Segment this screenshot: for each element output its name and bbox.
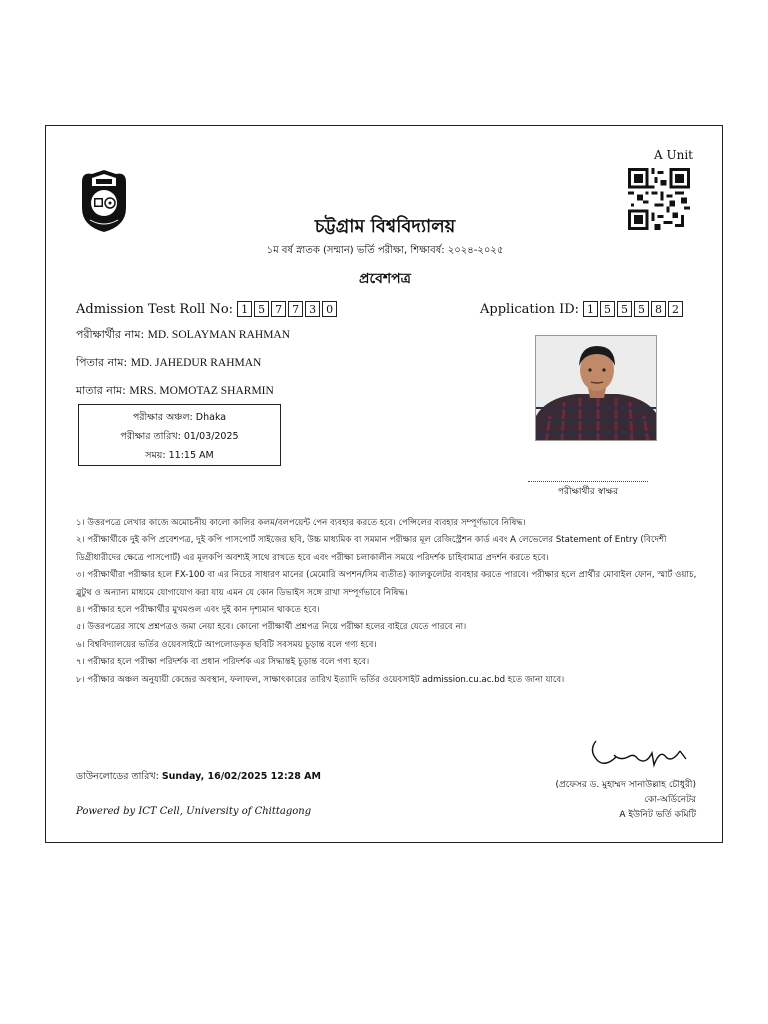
instruction-item: ৫। উত্তরপত্রের সাথে প্রশ্নপত্রও জমা নেয়া হবে। কোনো পরীক্ষার্থী প্রশ্নপত্র নিয়ে পরীক্ষা হলের বাইরে যেতে পারবে না। (76, 622, 467, 633)
instruction-item: ৭। পরীক্ষার হলে পরীক্ষা পরিদর্শক বা প্রধান পরিদর্শক এর সিদ্ধান্তই চূড়ান্ত বলে গণ্য হবে। (76, 657, 370, 668)
exam-zone: Dhaka (195, 412, 227, 423)
application-digit: 5 (617, 301, 632, 317)
application-digit: 5 (634, 301, 649, 317)
exam-title: ১ম বর্ষ স্নাতক (সম্মান) ভর্তি পরীক্ষা, শিক্ষাবর্ষ: ২০২৪-২০২৫ (266, 245, 504, 256)
father-name-label: পিতার নাম: (76, 356, 128, 369)
mother-name-field (76, 382, 274, 401)
portrait-icon (536, 336, 657, 441)
exam-info-box (78, 404, 281, 466)
coordinator-committee: A ইউনিট ভর্তি কমিটি (619, 810, 696, 820)
exam-time-label: সময়: (145, 450, 166, 461)
roll-number-label: Admission Test Roll No: (76, 301, 234, 317)
exam-date-label: পরীক্ষার তারিখ: (120, 431, 181, 442)
candidate-name: MD. SOLAYMAN RAHMAN (147, 329, 291, 341)
exam-date: 01/03/2025 (183, 431, 239, 442)
candidate-photo (535, 335, 657, 441)
coordinator-title: কো-অর্ডিনেটর (644, 795, 696, 805)
candidate-signature-label: পরীক্ষার্থীর স্বাক্ষর (528, 481, 648, 499)
roll-number-row (76, 301, 339, 317)
admit-card (45, 125, 723, 843)
application-id-label: Application ID: (480, 301, 580, 317)
download-date-value: Sunday, 16/02/2025 12:28 AM (161, 771, 321, 782)
exam-zone-row (79, 408, 280, 427)
coordinator-signature (576, 731, 696, 776)
instruction-item: ৬। বিশ্ববিদ্যালয়ের ভর্তির ওয়েবসাইটে আপলোডকৃত ছবিটি সবসময় চূড়ান্ত বলে গণ্য হবে। (76, 639, 377, 650)
mother-name: MRS. MOMOTAZ SHARMIN (129, 385, 274, 397)
unit-label: A Unit (654, 148, 693, 162)
coordinator-block (506, 778, 696, 823)
exam-date-row (79, 427, 280, 446)
instruction-item: ৩। পরীক্ষার্থীরা পরীক্ষার হলে FX-100 বা এর নিচের সাধারণ মানের (মেমোরি অপশন/সিম ব্যতীত) ক্যালকুলেটর ব্যবহার করতে পারবে। পরীক্ষার হলে প্রার্থীর মোবাইল ফোন, স্মার্ট ওয়াচ, ব্লুটুথ ও অন্যান্য মাধ্যমে যোগাযোগ করা যায় এমন যে কোন ডিভাইস সঙ্গে রাখা সম্পূর্ণভাবে নিষিদ্ধ। (76, 570, 697, 598)
roll-digit: 7 (288, 301, 303, 317)
download-date (76, 770, 321, 785)
roll-digit: 1 (237, 301, 252, 317)
instruction-item: ২। পরীক্ষার্থীকে দুই কপি প্রবেশপত্র, দুই কপি পাসপোর্ট সাইজের ছবি, উচ্চ মাধ্যমিক বা সমমান পরীক্ষার মূল রেজিস্ট্রেশন কার্ড এবং A লেভেলের Statement of Entry (বিদেশী ডিগ্রীধারীদের ক্ষেত্রে পাসপোর্ট) এর মূলকপি অবশ্যই সাথে রাখতে হবে এবং পরীক্ষা চলাকালীন সময়ে পরিদর্শক চাহিবামাত্র প্রদর্শন করতে হবে। (76, 535, 667, 563)
application-digit: 1 (583, 301, 598, 317)
father-name-field (76, 354, 261, 373)
instruction-item: ৮। পরীক্ষার অঞ্চল অনুযায়ী কেন্দ্রের অবস্থান, ফলাফল, সাক্ষাৎকারের তারিখ ইত্যাদি ভর্তির ওয়েবসাইট admission.cu.ac.bd হতে জানা যাবে। (76, 674, 565, 685)
exam-time: 11:15 AM (168, 450, 214, 461)
mother-name-label: মাতার নাম: (76, 384, 126, 397)
candidate-name-field (76, 326, 290, 345)
candidate-name-label: পরীক্ষার্থীর নাম: (76, 328, 145, 341)
coordinator-name: (প্রফেসর ড. মুহাম্মদ সানাউল্লাহ চৌধুরী) (555, 780, 696, 790)
application-id-row (480, 301, 685, 317)
instructions-list (76, 515, 698, 689)
application-id-digits (583, 301, 685, 317)
application-digit: 8 (651, 301, 666, 317)
exam-zone-label: পরীক্ষার অঞ্চল: (132, 412, 193, 423)
powered-by: Powered by ICT Cell, University of Chittagong (76, 806, 312, 817)
application-digit: 2 (668, 301, 683, 317)
roll-digit: 5 (254, 301, 269, 317)
instruction-item: ৪। পরীক্ষার হলে পরীক্ষার্থীর মুখমণ্ডল এবং দুই কান দৃশ্যমান থাকতে হবে। (76, 605, 320, 616)
university-name: চট্টগ্রাম বিশ্ববিদ্যালয় (314, 216, 456, 237)
roll-digit: 3 (305, 301, 320, 317)
application-digit: 5 (600, 301, 615, 317)
document-title: প্রবেশপত্র (359, 271, 411, 287)
download-date-label: ডাউনলোডের তারিখ: (76, 771, 159, 782)
instruction-item: ১। উত্তরপত্রে লেখার কাজে অমোচনীয় কালো কালির কলম/বলপয়েন্ট পেন ব্যবহার করতে হবে। পেন্সিলের ব্যবহার সম্পূর্ণভাবে নিষিদ্ধ। (76, 518, 526, 528)
roll-digit: 7 (271, 301, 286, 317)
father-name: MD. JAHEDUR RAHMAN (130, 357, 262, 369)
exam-time-row (79, 446, 280, 465)
roll-digit: 0 (322, 301, 337, 317)
roll-number-digits (237, 301, 339, 317)
